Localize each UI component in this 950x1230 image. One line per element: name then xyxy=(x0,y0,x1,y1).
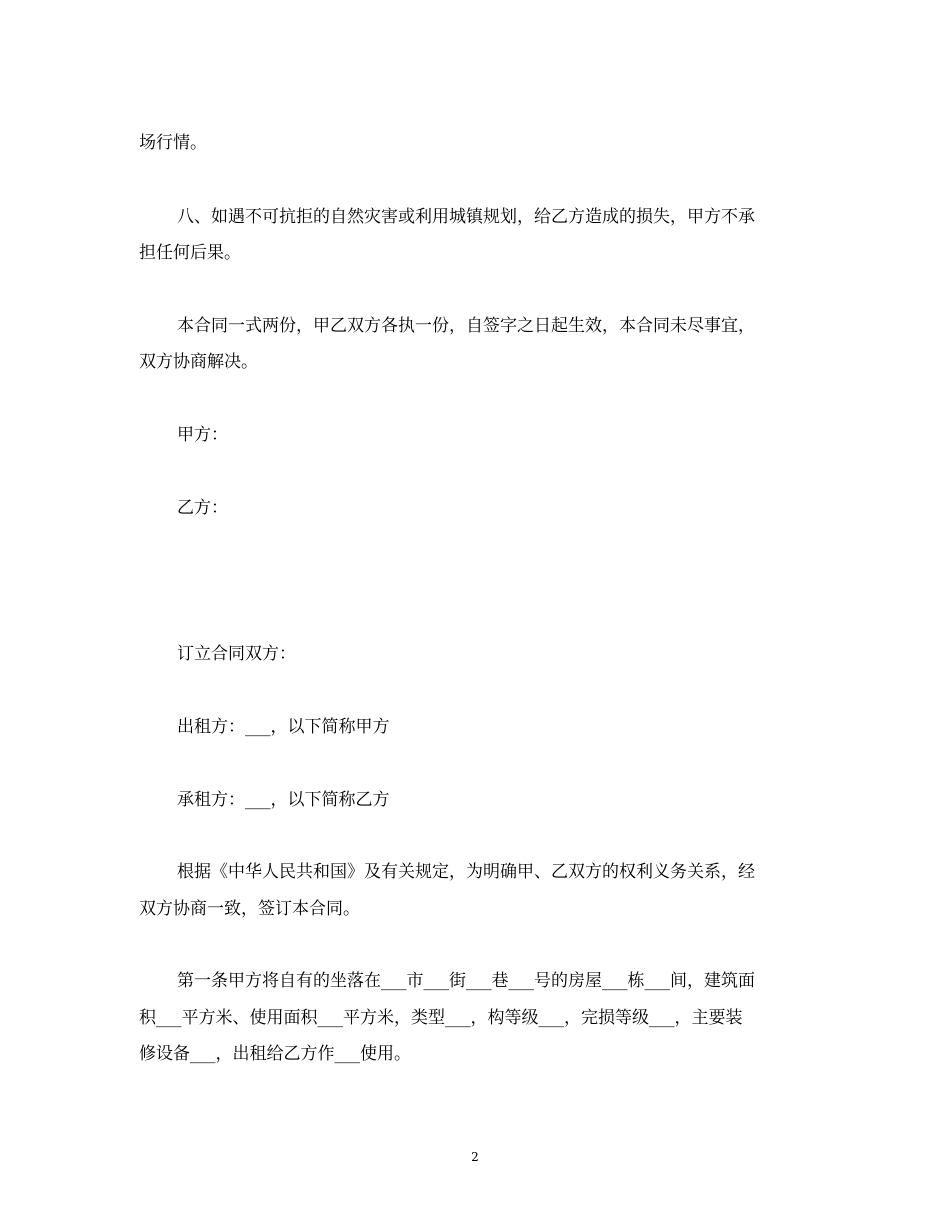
article-one-line-3: 修设备___，出租给乙方作___使用。 xyxy=(139,1044,411,1064)
article-one-line-2: 积___平方米、使用面积___平方米，类型___，构等级___，完损等级___，主要装 xyxy=(139,1008,743,1028)
lessee-line: 承租方：___，以下简称乙方 xyxy=(177,790,390,810)
clause-eight-line-1: 八、如遇不可抗拒的自然灾害或利用城镇规划，给乙方造成的损失，甲方不承 xyxy=(177,207,755,227)
clause-eight-line-2: 担任何后果。 xyxy=(139,243,241,263)
contracting-parties-heading: 订立合同双方： xyxy=(177,644,296,664)
preamble-line-1: 根据《中华人民共和国》及有关规定，为明确甲、乙双方的权利义务关系，经 xyxy=(177,862,755,882)
text-line: 场行情。 xyxy=(139,133,207,153)
party-b-label: 乙方： xyxy=(177,498,228,518)
contract-copies-line-1: 本合同一式两份，甲乙双方各执一份，自签字之日起生效，本合同未尽事宜， xyxy=(177,316,755,336)
page-number: 2 xyxy=(471,1150,479,1164)
preamble-line-2: 双方协商一致，签订本合同。 xyxy=(139,899,360,919)
contract-copies-line-2: 双方协商解决。 xyxy=(139,352,258,372)
article-one-line-1: 第一条甲方将自有的坐落在___市___街___巷___号的房屋___栋___间，建筑面 xyxy=(177,971,755,991)
party-a-label: 甲方： xyxy=(177,425,228,445)
lessor-line: 出租方：___，以下简称甲方 xyxy=(177,717,390,737)
